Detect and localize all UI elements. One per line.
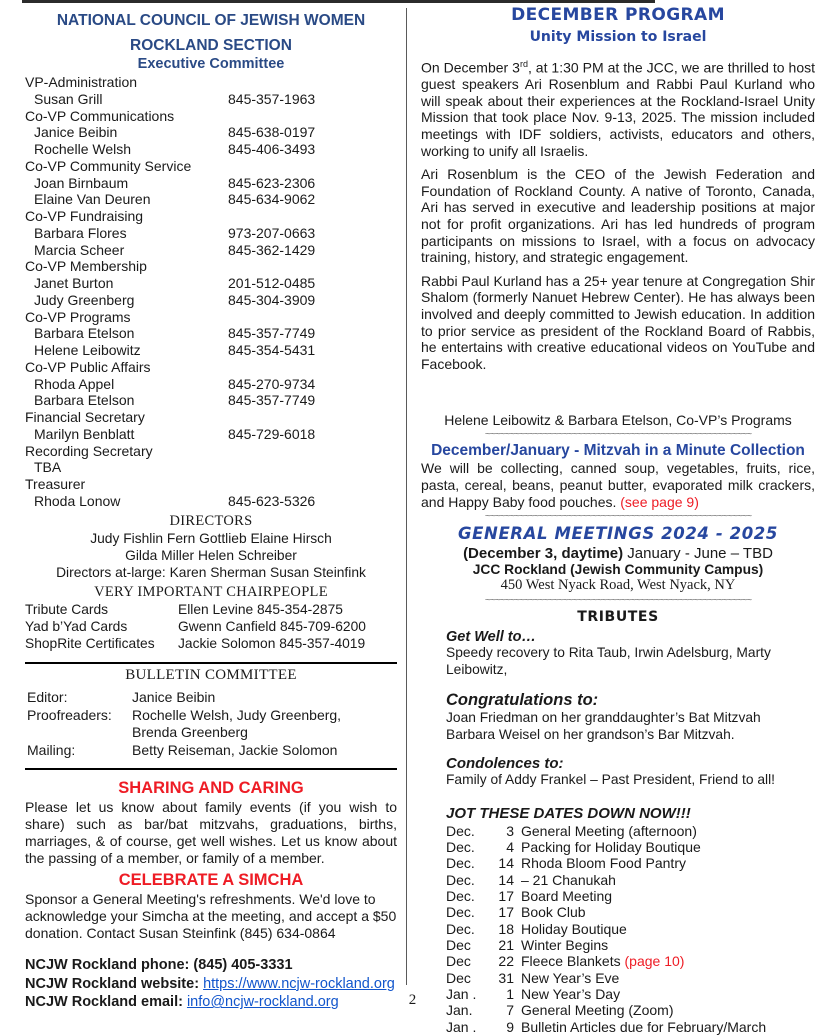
date-month: Dec. <box>446 920 475 937</box>
date-day: 7 <box>506 1002 514 1019</box>
member-phone: 845-729-6018 <box>228 425 316 442</box>
date-month: Jan . <box>446 986 477 1003</box>
member-row <box>25 175 397 192</box>
jot-dates-heading: JOT THESE DATES DOWN NOW!!! <box>446 804 691 822</box>
condolences-body: Family of Addy Frankel – Past President, Friend to all! <box>446 772 775 788</box>
member-name: Janet Burton <box>34 275 114 291</box>
date-event-text: Winter Begins <box>521 937 609 954</box>
member-name: TBA <box>34 459 62 476</box>
member-row <box>25 275 397 292</box>
member-name: Susan Grill <box>34 90 103 107</box>
date-event <box>521 1019 766 1035</box>
member-name: Janice Beibin <box>34 124 118 141</box>
tilde-divider: ~~~~~~~~~~~~~~~~~~~~~~~~~~~~~~~~~~~~~~~~~~~~~~~~~~~~~~~ <box>484 512 752 523</box>
program-subtitle: Unity Mission to Israel <box>529 29 707 45</box>
member-row <box>25 426 397 443</box>
bulletin-label: Mailing: <box>27 741 76 758</box>
date-event-text: Book Club <box>521 904 586 921</box>
p1-post: , at 1:30 PM at the JCC, we are thrilled to host guest speakers Ari Rosenblum and Rabbi Paul Kurland who will speak about their experiences at the Rockland-Israel Unity Mission that took place Nov. 9-13, 2025. The mission included meetings with IDF soldiers, activists, educators and others, working to unify all Israelis. <box>421 59 816 159</box>
date-row <box>446 872 815 888</box>
date-month: Dec. <box>446 838 475 855</box>
chair-value: Jackie Solomon 845-357-4019 <box>178 635 366 651</box>
email-link[interactable]: info@ncjw-rockland.org <box>186 994 339 1011</box>
date-month: Dec. <box>446 904 475 921</box>
member-row <box>25 91 397 108</box>
date-day: 17 <box>498 904 514 921</box>
date-month: Dec. <box>446 888 475 904</box>
chairperson-row <box>25 601 397 618</box>
directors-heading: DIRECTORS <box>169 512 253 529</box>
directors-line: Directors at-large: Karen Sherman Susan Steinfink <box>56 564 366 580</box>
date-event-text: Holiday Boutique <box>521 920 627 937</box>
date-event-text: Bulletin Articles due for February/March <box>521 1018 767 1035</box>
date-event-text: New Year’s Day <box>521 986 621 1003</box>
meetings-date-rest: January - June – TBD <box>623 545 773 563</box>
member-row <box>25 459 397 476</box>
december-program-heading: DECEMBER PROGRAM <box>511 5 725 25</box>
left-column <box>25 8 397 1012</box>
date-row <box>446 1019 815 1035</box>
congratulations-line: Joan Friedman on her granddaughter’s Bat Mitzvah <box>446 710 761 726</box>
meetings-venue: JCC Rockland (Jewish Community Campus) <box>472 562 764 578</box>
p1-pre: On December 3 <box>421 59 520 76</box>
date-month: Dec. <box>446 822 475 839</box>
date-month: Dec <box>446 953 471 970</box>
date-row <box>446 855 815 871</box>
member-name: Marcia Scheer <box>34 241 125 258</box>
role-title: Co-VP Community Service <box>25 157 192 174</box>
meetings-address: 450 West Nyack Road, West Nyack, NY <box>500 577 736 594</box>
contact-website-label: NCJW Rockland website: <box>25 975 204 992</box>
member-row <box>25 242 397 259</box>
date-day: 9 <box>506 1018 514 1035</box>
bulletin-row <box>25 689 397 707</box>
member-row <box>25 141 397 158</box>
member-row <box>25 376 397 393</box>
date-event-text: New Year’s Eve <box>521 969 620 986</box>
date-day: 4 <box>506 838 514 855</box>
get-well-body: Speedy recovery to Rita Taub, Irwin Adelsburg, Marty Leibowitz, <box>446 645 771 677</box>
bulletin-row <box>25 724 397 742</box>
date-event-text: General Meeting (afternoon) <box>521 822 697 839</box>
member-name: Barbara Etelson <box>34 392 135 409</box>
member-phone: 845-304-3909 <box>228 291 316 308</box>
condolences-heading: Condolences to: <box>446 755 564 773</box>
member-name: Rhoda Lonow <box>34 492 121 509</box>
date-row <box>446 839 815 855</box>
member-row <box>25 225 397 242</box>
contact-phone: NCJW Rockland phone: (845) 405-3331 <box>25 957 293 974</box>
member-row <box>25 191 397 208</box>
page-top-scan-line <box>22 0 655 3</box>
chairpeople-heading: VERY IMPORTANT CHAIRPEOPLE <box>94 583 328 600</box>
date-event <box>521 970 619 986</box>
directors-line: Judy Fishlin Fern Gottlieb Elaine Hirsch <box>90 530 332 546</box>
directors-line: Gilda Miller Helen Schreiber <box>125 547 297 563</box>
date-month: Dec. <box>446 871 475 888</box>
bulletin-label: Editor: <box>27 689 68 706</box>
role-title: Co-VP Fundraising <box>25 208 144 224</box>
date-event-text: Rhoda Bloom Food Pantry <box>521 855 686 872</box>
date-row <box>446 904 815 920</box>
bulletin-value: Brenda Greenberg <box>132 724 248 741</box>
date-event-note: (page 10) <box>624 953 685 970</box>
section-title: ROCKLAND SECTION <box>130 37 292 54</box>
website-link[interactable]: https://www.ncjw-rockland.org <box>203 975 395 992</box>
date-row <box>446 937 815 953</box>
date-event-text: General Meeting (Zoom) <box>521 1002 674 1019</box>
member-phone: 845-623-2306 <box>228 174 316 191</box>
chair-label: Yad b’Yad Cards <box>25 618 128 634</box>
date-row <box>446 823 815 839</box>
mitzvah-text: We will be collecting, canned soup, vegetables, fruits, rice, pasta, cereal, beans, peanut butter, evaporated milk crackers, and Happy Baby food pouches. <box>421 460 815 510</box>
date-event-text: Packing for Holiday Boutique <box>521 838 701 855</box>
celebrate-simcha-body: Sponsor a General Meeting's refreshments. We'd love to acknowledge your Simcha at the meeting, and accept a $50 donation. Contact Susan Steinfink (845) 634-0864 <box>25 891 397 942</box>
role-title: Co-VP Public Affairs <box>25 358 151 375</box>
member-phone: 973-207-0663 <box>228 224 316 241</box>
date-day: 22 <box>498 953 514 970</box>
get-well-heading: Get Well to… <box>446 629 536 646</box>
role-title: Co-VP Membership <box>25 258 147 275</box>
date-month: Jan . <box>446 1018 477 1035</box>
mitzvah-heading: December/January - Mitzvah in a Minute Collection <box>431 442 805 460</box>
chair-value: Gwenn Canfield 845-709-6200 <box>178 618 366 634</box>
member-phone: 845-270-9734 <box>228 375 316 392</box>
contact-website <box>25 975 397 994</box>
sharing-caring-body: Please let us know about family events (if you wish to share) such as bar/bat mitzvahs, graduations, births, marriages, & of course, get well wishes. Let us know about the passing of a member, or family of a member. <box>25 799 397 867</box>
date-row <box>446 888 815 904</box>
member-name: Judy Greenberg <box>34 291 135 308</box>
meetings-date-bold: (December 3, daytime) <box>463 545 624 563</box>
date-event <box>521 872 616 888</box>
chairperson-row <box>25 618 397 635</box>
date-day: 18 <box>498 920 514 937</box>
general-meetings-heading: GENERAL MEETINGS 2024 - 2025 <box>458 524 778 544</box>
member-row <box>25 325 397 342</box>
member-phone: 845-357-1963 <box>228 90 316 107</box>
date-row <box>446 921 815 937</box>
date-day: 3 <box>506 822 514 839</box>
date-event <box>521 839 701 855</box>
date-row <box>446 953 815 969</box>
member-name: Joan Birnbaum <box>34 174 129 191</box>
meetings-schedule-line <box>421 545 815 562</box>
date-event-text: Board Meeting <box>521 888 613 904</box>
date-event <box>521 888 612 904</box>
sharing-caring-heading: SHARING AND CARING <box>118 779 304 798</box>
congratulations-line: Barbara Weisel on her grandson’s Bar Mitzvah. <box>446 726 735 742</box>
bulletin-label: Proofreaders: <box>27 706 112 723</box>
congratulations-heading: Congratulations to: <box>446 691 599 710</box>
date-event <box>521 953 684 969</box>
page-number: 2 <box>408 992 417 1008</box>
member-row <box>25 292 397 309</box>
bulletin-heading: BULLETIN COMMITTEE <box>125 667 297 684</box>
program-byline: Helene Leibowitz & Barbara Etelson, Co-VP’s Programs <box>444 412 792 429</box>
date-day: 1 <box>506 986 514 1003</box>
member-phone: 845-634-9062 <box>228 191 316 208</box>
bulletin-label <box>25 724 132 742</box>
member-row <box>25 493 397 510</box>
date-event <box>521 855 686 871</box>
member-name: Rochelle Welsh <box>34 141 132 157</box>
date-day: 17 <box>498 888 514 904</box>
executive-committee-heading: Executive Committee <box>137 56 285 72</box>
role-title: Treasurer <box>25 476 86 492</box>
chair-value: Ellen Levine 845-354-2875 <box>178 601 343 617</box>
member-phone: 201-512-0485 <box>228 275 316 291</box>
date-event <box>521 921 627 937</box>
chair-label: Tribute Cards <box>25 601 109 617</box>
member-name: Marilyn Benblatt <box>34 425 135 442</box>
member-phone: 845-354-5431 <box>228 342 316 358</box>
role-title: Financial Secretary <box>25 409 145 425</box>
date-month: Dec <box>446 969 471 986</box>
date-event <box>521 937 608 953</box>
date-day: 21 <box>498 937 514 954</box>
date-row <box>446 970 815 986</box>
tilde-divider: ~~~~~~~~~~~~~~~~~~~~~~~~~~~~~~~~~~~~~~~~~~~~~~~~~~~~~~~ <box>484 596 752 607</box>
program-paragraph-1 <box>421 56 815 159</box>
member-phone: 845-357-7749 <box>228 392 316 409</box>
mitzvah-page-ref: (see page 9) <box>620 493 699 510</box>
p1-ordinal: rd <box>519 59 528 69</box>
program-paragraph-3: Rabbi Paul Kurland has a 25+ year tenure at Congregation Shir Shalom (formerly Nanuet Hebrew Center). He has always been involved and deeply committed to Jewish education. In addition to prior service as president of the Rockland Board of Rabbis, he entertains with creative educational videos on YouTube and Facebook. <box>421 272 815 372</box>
member-phone: 845-362-1429 <box>228 241 316 258</box>
date-event-text: Fleece Blankets <box>521 953 625 970</box>
bulletin-value: Rochelle Welsh, Judy Greenberg, <box>132 706 342 723</box>
date-event <box>521 904 586 920</box>
role-title: Co-VP Programs <box>25 308 131 325</box>
date-month: Dec. <box>446 855 475 872</box>
member-row <box>25 342 397 359</box>
column-divider <box>406 8 407 985</box>
tributes-section <box>421 629 815 1035</box>
bulletin-row <box>25 707 397 725</box>
date-month: Jan. <box>446 1002 473 1019</box>
date-month: Dec <box>446 937 471 954</box>
member-name: Helene Leibowitz <box>34 342 141 358</box>
member-row <box>25 124 397 141</box>
member-name: Barbara Flores <box>34 224 127 241</box>
member-phone: 845-357-7749 <box>228 325 316 342</box>
member-name: Barbara Etelson <box>34 325 135 342</box>
bulletin-committee-box <box>25 662 397 770</box>
member-row <box>25 392 397 409</box>
role-title: Co-VP Communications <box>25 107 175 124</box>
right-column <box>421 5 815 1035</box>
bulletin-value: Janice Beibin <box>132 689 216 706</box>
date-day: 31 <box>498 969 514 986</box>
member-name: Rhoda Appel <box>34 375 115 392</box>
date-day: 14 <box>498 855 514 872</box>
mitzvah-body <box>421 460 815 510</box>
bulletin-value: Betty Reiseman, Jackie Solomon <box>132 741 338 758</box>
member-phone: 845-406-3493 <box>228 141 316 157</box>
member-phone: 845-638-0197 <box>228 124 316 141</box>
role-title: VP-Administration <box>25 74 138 90</box>
date-day: 14 <box>498 871 514 888</box>
tilde-divider: ~~~~~~~~~~~~~~~~~~~~~~~~~~~~~~~~~~~~~~~~~~~~~~~~~~~~~~~ <box>484 430 752 441</box>
executive-committee-list <box>25 74 397 510</box>
chairperson-row <box>25 635 397 652</box>
member-name: Elaine Van Deuren <box>34 191 151 208</box>
chair-label: ShopRite Certificates <box>25 635 155 651</box>
contact-email-label: NCJW Rockland email: <box>25 994 187 1011</box>
role-title: Recording Secretary <box>25 442 153 459</box>
date-event-text: – 21 Chanukah <box>521 871 616 888</box>
tributes-heading: TRIBUTES <box>577 609 659 626</box>
date-event <box>521 823 697 839</box>
org-title: NATIONAL COUNCIL OF JEWISH WOMEN <box>56 12 366 29</box>
program-paragraph-2: Ari Rosenblum is the CEO of the Jewish Federation and Foundation of Rockland County. A native of Toronto, Canada, Ari has served in executive and leadership positions at major not for profit organizations. Ari has led hundreds of program participants on missions to Israel, with a focus on advocacy training, history, and strategic engagement. <box>421 166 815 266</box>
member-phone: 845-623-5326 <box>228 492 316 509</box>
bulletin-row <box>25 742 397 760</box>
celebrate-simcha-heading: CELEBRATE A SIMCHA <box>118 871 304 890</box>
